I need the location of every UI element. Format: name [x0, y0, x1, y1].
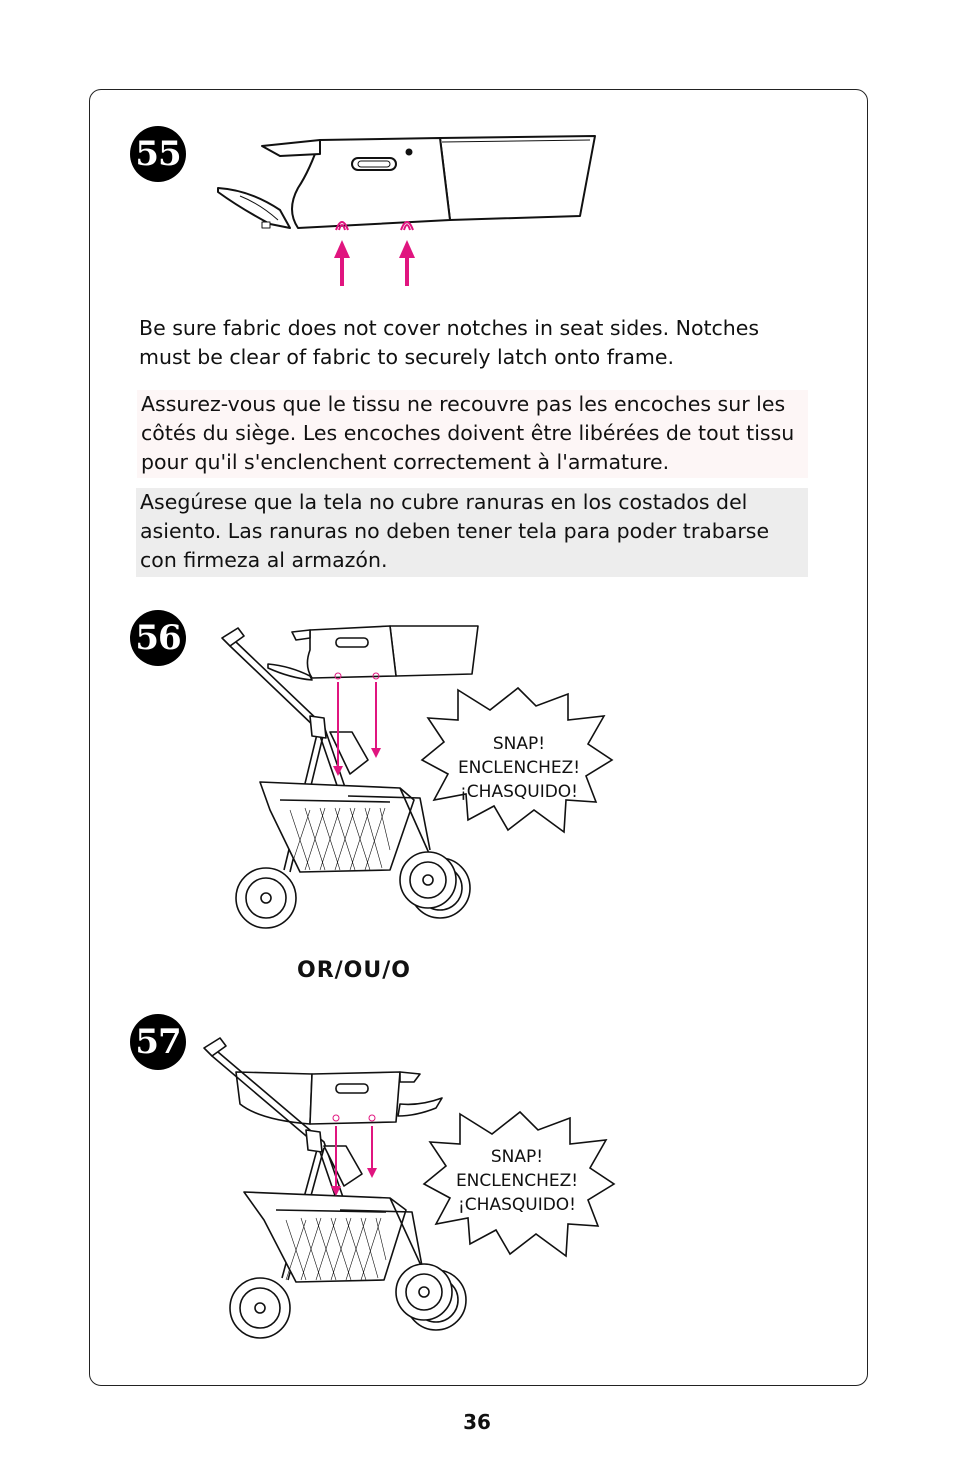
snap-callout-56 [438, 732, 600, 804]
snap-line-2: ENCLENCHEZ! [455, 1171, 579, 1191]
snap-line-2: ENCLENCHEZ! [457, 758, 581, 778]
step-57-badge: 57 [130, 1014, 186, 1070]
or-label: OR/OU/O [297, 958, 411, 983]
instruction-english: Be sure fabric does not cover notches in seat sides. Notches must be clear of fabric to securely latch onto frame. [139, 316, 760, 369]
snap-callout-57 [436, 1145, 598, 1217]
page-number: 36 [463, 1410, 491, 1434]
snap-line-3: ¡CHASQUIDO! [459, 782, 578, 802]
snap-line-3: ¡CHASQUIDO! [457, 1195, 576, 1215]
snap-line-1: SNAP! [490, 1147, 544, 1167]
step-56-badge: 56 [130, 610, 186, 666]
instruction-french: Assurez-vous que le tissu ne recouvre pas les encoches sur les côtés du siège. Les encoches doivent être libérées de tout tissu pour qu'il s'enclenchent correctement à l'armature. [137, 390, 808, 478]
seat-side-illustration [210, 130, 610, 290]
instruction-spanish: Asegúrese que la tela no cubre ranuras en los costados del asiento. Las ranuras no deben tener tela para poder trabarse con firmeza al armazón. [136, 488, 808, 577]
snap-line-1: SNAP! [492, 734, 546, 754]
step-55-badge: 55 [130, 126, 186, 182]
